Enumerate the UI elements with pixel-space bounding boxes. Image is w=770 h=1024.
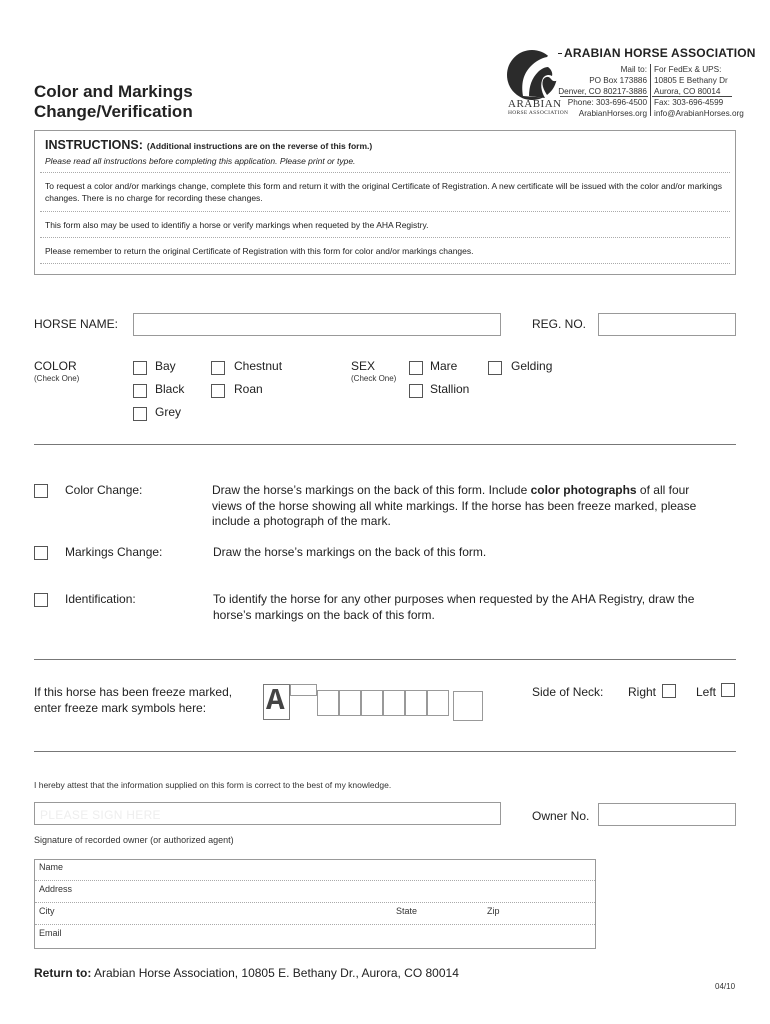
identification-checkbox[interactable] [34,593,48,607]
neck-left-label: Left [696,685,717,699]
section-divider [34,751,736,752]
freeze-line-2: enter freeze mark symbols here: [34,700,207,715]
contact-city-label: City [39,906,55,916]
fedex-label: For FedEx & UPS: [654,65,722,74]
neck-right-checkbox[interactable] [662,684,676,698]
instructions-paragraph-1: To request a color and/or markings change, complete this form and return it with the original Certificate of Registration. A new certificate will be issued with the color and/or markings changes. There is no charge for recording these changes. [45,181,723,203]
instructions-heading-text: INSTRUCTIONS: [45,138,143,152]
contact-state-input[interactable] [425,904,480,920]
sex-gelding-checkbox[interactable] [488,361,502,375]
email: info@ArabianHorses.org [654,109,744,118]
signature-placeholder: PLEASE SIGN HERE [40,808,161,822]
denver-address: Denver, CO 80217-3886 [558,87,647,96]
contact-email-label: Email [39,928,62,938]
freeze-symbol-cell-3[interactable] [361,690,383,716]
color-grey-label: Grey [155,405,182,419]
dotted-rule [35,880,595,881]
color-change-checkbox[interactable] [34,484,48,498]
neck-right-label: Right [628,685,657,699]
horse-name-input[interactable] [133,313,501,336]
contact-address-label: Address [39,884,73,894]
contact-email-input[interactable] [150,926,590,942]
contact-name-label: Name [39,862,64,872]
markings-change-label: Markings Change: [65,545,163,559]
contact-name-input[interactable] [150,860,590,876]
horse-name-label: HORSE NAME: [34,317,119,331]
dotted-rule [40,211,730,212]
owner-no-input[interactable] [598,803,736,826]
color-chestnut-checkbox[interactable] [211,361,225,375]
identification-line-2: horse’s markings on the back of this form. [213,607,435,622]
po-box: PO Box 173886 [589,76,647,85]
phone: Phone: 303-696-4500 [567,98,647,107]
instructions-heading-sub: (Additional instructions are on the reverse of this form.) [146,141,373,151]
color-change-description [212,483,737,530]
title-line-1: Color and Markings [34,82,193,101]
logo-subtitle: HORSE ASSOCIATION [508,110,569,116]
instructions-heading [45,138,372,152]
color-black-checkbox[interactable] [133,384,147,398]
fax-email [654,97,754,119]
return-to [34,966,459,980]
color-change-line-3: include a photograph of the mark. [212,514,391,528]
color-bay-checkbox[interactable] [133,361,147,375]
color-grey-checkbox[interactable] [133,407,147,421]
section-divider [34,444,736,445]
signature-caption: Signature of recorded owner (or authorized agent) [34,835,234,845]
freeze-mark-instructions [34,685,232,716]
fedex-address [654,64,754,97]
mail-to-label: Mail to: [620,65,647,74]
freeze-symbol-cell-7[interactable] [453,691,483,721]
color-change-label: Color Change: [65,483,143,497]
color-change-bold: color photographs [530,483,637,497]
sex-mare-label: Mare [430,359,458,373]
sex-stallion-checkbox[interactable] [409,384,423,398]
freeze-symbol-cell-5[interactable] [405,690,427,716]
instructions-paragraph-2: This form also may be used to identifiy a horse or verify markings when requeted by the AHA Registry. [45,220,429,230]
dotted-rule [40,263,730,264]
reg-no-label: REG. NO. [532,317,587,331]
color-change-line-2: views of the horse showing all white markings. If the horse has been freeze marked, please [212,498,697,513]
dotted-rule [35,924,595,925]
color-hint: (Check One) [34,374,80,383]
markings-change-description: Draw the horse’s markings on the back of this form. [213,545,487,559]
identification-description [213,592,737,623]
sex-stallion-label: Stallion [430,382,470,396]
page-title [34,82,193,122]
contact-address-input[interactable] [150,882,590,898]
instructions-italic: Please read all instructions before completing this application. Please print or type. [45,156,356,166]
identification-line-1: To identify the horse for any other purposes when requested by the AHA Registry, draw the [213,592,695,606]
color-change-text-b: of all four [636,483,690,497]
street-address: 10805 E Bethany Dr [654,76,728,85]
color-chestnut-label: Chestnut [234,359,283,373]
freeze-symbol-cell-6[interactable] [427,690,449,716]
form-version: 04/10 [715,982,736,991]
logo-wordmark: ARABIAN [508,98,562,110]
sex-label: SEX [351,359,376,373]
fax: Fax: 303-696-4599 [654,98,724,107]
reg-no-input[interactable] [598,313,736,336]
attest-statement: I hereby attest that the information supplied on this form is correct to the best of my knowledge. [34,780,392,790]
instructions-paragraph-3: Please remember to return the original Certificate of Registration with this form for color and/or markings changes. [45,246,474,256]
freeze-line-1: If this horse has been freeze marked, [34,685,233,699]
sex-hint: (Check One) [351,374,397,383]
freeze-symbol-cell-1[interactable] [317,690,339,716]
freeze-symbol-cell-4[interactable] [383,690,405,716]
freeze-prefix-cell [263,684,317,720]
freeze-symbol-cell-2[interactable] [339,690,361,716]
color-bay-label: Bay [155,359,176,373]
contact-city-input[interactable] [70,904,390,920]
dotted-rule [40,172,730,173]
website: ArabianHorses.org [578,109,647,118]
mail-address [555,64,647,97]
contact-zip-label: Zip [487,906,500,916]
side-of-neck-label: Side of Neck: [532,685,604,699]
contact-zip-input[interactable] [505,904,590,920]
dotted-rule [40,237,730,238]
header-divider-vertical [650,64,651,116]
contact-state-label: State [396,906,418,916]
title-line-2: Change/Verification [34,102,193,121]
color-roan-checkbox[interactable] [211,384,225,398]
aurora-address: Aurora, CO 80014 [654,87,721,96]
phone-web [555,97,647,119]
color-change-text-a: Draw the horse’s markings on the back of this form. Include [212,483,531,497]
freeze-prefix-symbol: A [266,684,285,719]
neck-left-checkbox[interactable] [721,683,735,697]
association-name-text: ARABIAN HORSE ASSOCIATION [564,46,756,60]
color-label: COLOR [34,359,77,373]
dotted-rule [35,902,595,903]
sex-mare-checkbox[interactable] [409,361,423,375]
return-to-address: Arabian Horse Association, 10805 E. Bethany Dr., Aurora, CO 80014 [94,966,459,980]
markings-change-checkbox[interactable] [34,546,48,560]
association-name [558,46,756,60]
color-roan-label: Roan [234,382,263,396]
sex-gelding-label: Gelding [511,359,553,373]
owner-no-label: Owner No. [532,809,590,823]
identification-label: Identification: [65,592,136,606]
section-divider [34,659,736,660]
color-black-label: Black [155,382,185,396]
return-to-label: Return to: [34,966,92,980]
